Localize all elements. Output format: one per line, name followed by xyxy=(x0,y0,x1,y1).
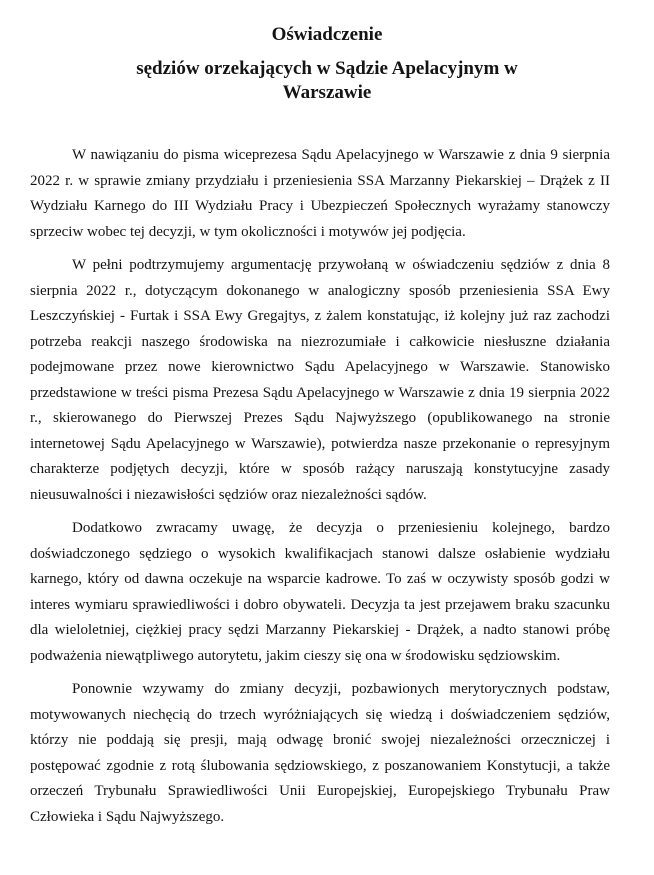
paragraph-3: Dodatkowo zwracamy uwagę, że decyzja o przeniesieniu kolejnego, bardzo doświadczonego sędziego o wysokich kwalifikacjach stanowi dalsze osłabienie wydziału karnego, który od dawna oczekuje na wsparcie kadrowe. To zaś w oczywisty sposób godzi w interes wymiaru sprawiedliwości i dobro obywateli. Decyzja ta jest przejawem braku szacunku dla wieloletniej, ciężkiej pracy sędzi Marzanny Piekarskiej - Drążek, a nadto stanowi próbę podważenia niewątpliwego autorytetu, jakim cieszy się ona w środowisku sędziowskim. xyxy=(30,520,610,664)
paragraph-1: W nawiązaniu do pisma wiceprezesa Sądu Apelacyjnego w Warszawie z dnia 9 sierpnia 2022 r. w sprawie zmiany przydziału i przeniesienia SSA Marzanny Piekarskiej – Drążek z II Wydziału Karnego do III Wydziału Pracy i Ubezpieczeń Społecznych wyrażamy stanowczy sprzeciw wobec tej decyzji, w tym okoliczności i motywów jej podjęcia. xyxy=(30,147,610,240)
document-title-line-1: Oświadczenie xyxy=(271,24,383,45)
document-title-line-2: sędziów orzekających w Sądzie Apelacyjnym w xyxy=(136,58,518,79)
document-body xyxy=(30,143,610,830)
paragraph-2: W pełni podtrzymujemy argumentację przywołaną w oświadczeniu sędziów z dnia 8 sierpnia 2022 r., dotyczącym dokonanego w analogiczny sposób przeniesienia SSA Ewy Leszczyńskiej - Furtak i SSA Ewy Gregajtys, z żalem konstatując, iż kolejny już raz zachodzi potrzeba reakcji naszego środowiska na niezrozumiałe i całkowicie niesłuszne działania podejmowane przez nowe kierownictwo Sądu Apelacyjnego w Warszawie. Stanowisko przedstawione w treści pisma Prezesa Sądu Apelacyjnego w Warszawie z dnia 19 sierpnia 2022 r., skierowanego do Pierwszej Prezes Sądu Najwyższego (opublikowanego na stronie internetowej Sądu Apelacyjnego w Warszawie), potwierdza nasze przekonanie o represyjnym charakterze podjętych decyzji, które w sposób rażący naruszają konstytucyjne zasady nieusuwalności i niezawisłości sędziów oraz niezależności sądów. xyxy=(30,257,610,503)
document-title-line-3: Warszawie xyxy=(282,82,372,103)
paragraph-4: Ponownie wzywamy do zmiany decyzji, pozbawionych merytorycznych podstaw, motywowanych niechęcią do trzech wyróżniających się wiedzą i doświadczeniem sędziów, którzy nie poddają się presji, mają odwagę bronić swojej niezależności orzeczniczej i postępować zgodnie z rotą ślubowania sędziowskiego, z poszanowaniem Konstytucji, a także orzeczeń Trybunału Sprawiedliwości Unii Europejskiej, Europejskiego Trybunału Praw Człowieka i Sądu Najwyższego. xyxy=(30,681,610,825)
